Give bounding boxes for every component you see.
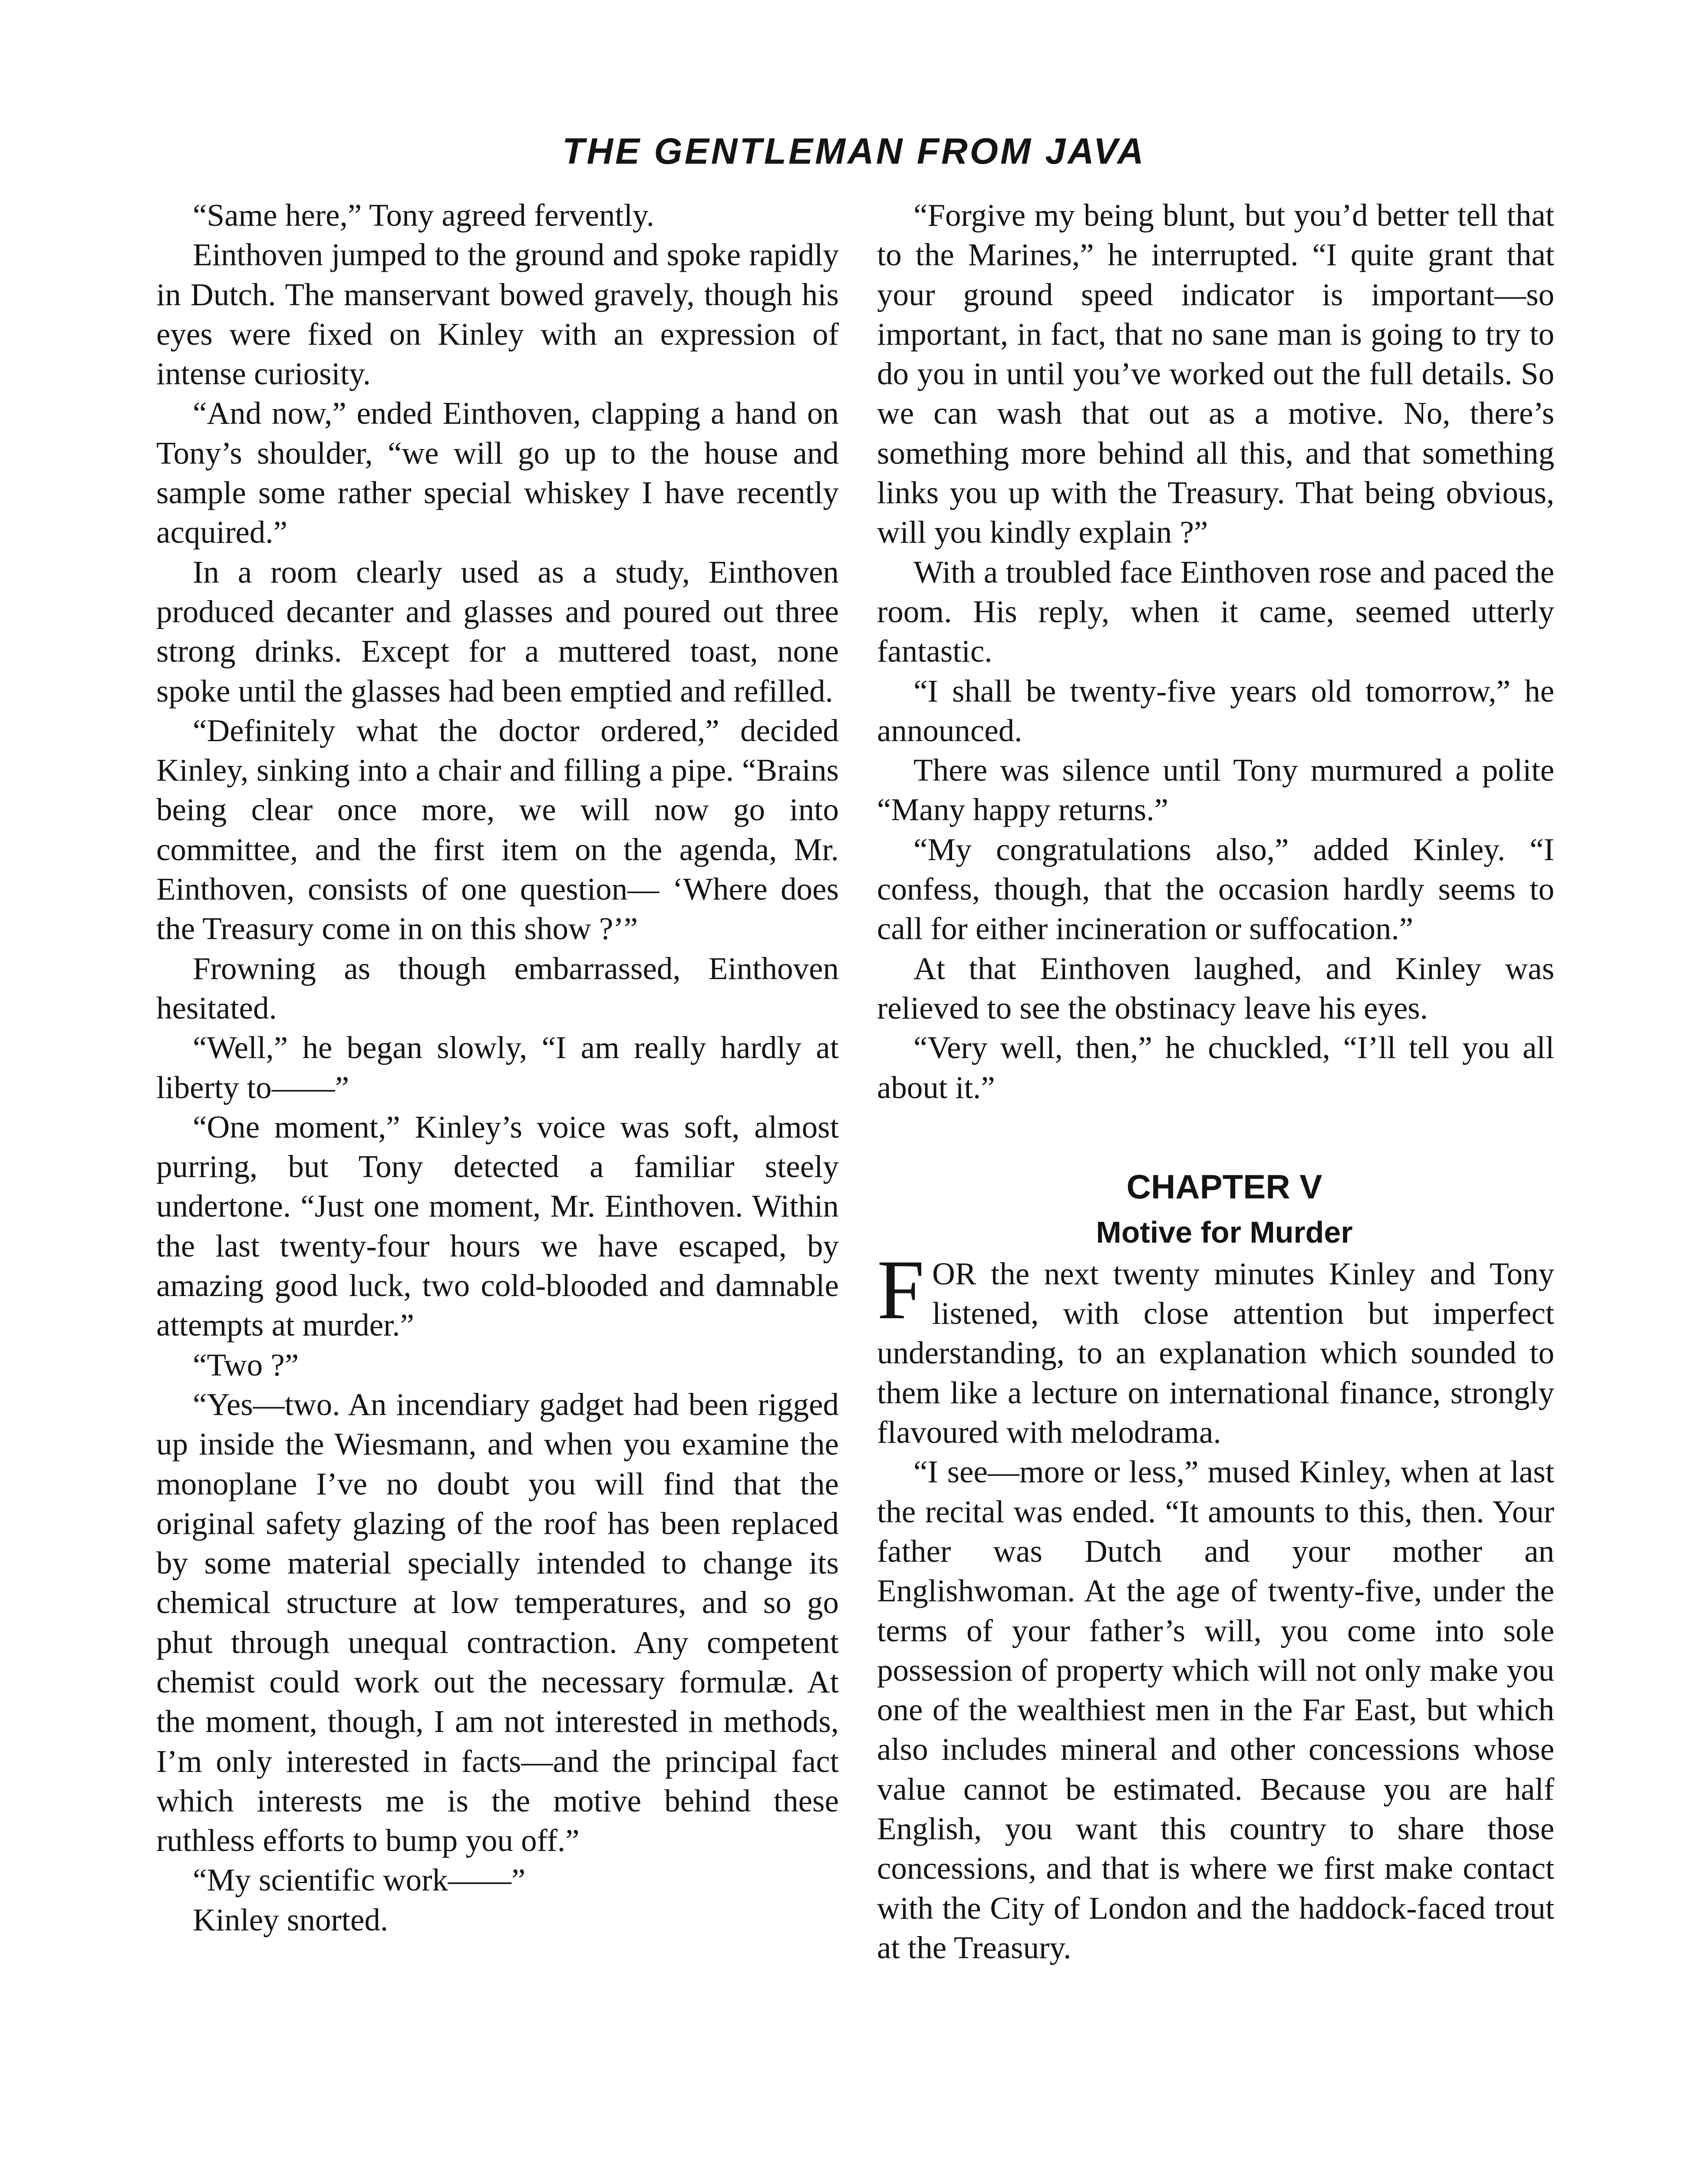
drop-cap: F <box>877 1242 925 1337</box>
paragraph: “Definitely what the doctor ordered,” decided Kinley, sinking into a chair and filling a pipe. “Brains being clear once more, we will now go into committee, and the first item on the agenda, Mr. Einthoven, consists of one question— ‘Where does the Treasury come in on this show ?’” <box>156 713 839 947</box>
paragraph: “Forgive my being blunt, but you’d better tell that to the Marines,” he interrupted. “I quite grant that your ground speed indicator is important—so important, in fact, that no sane man is going to try to do you in until you’ve worked out the full details. So we can wash that out as a motive. No, there’s something more behind all this, and that something links you up with the Treasury. That being obvious, will you kindly explain ?” <box>877 198 1554 550</box>
paragraph: “And now,” ended Einthoven, clapping a hand on Tony’s shoulder, “we will go up to the house and sample some rather special whiskey I have recently acquired.” <box>156 396 839 550</box>
chapter-title: Motive for Murder <box>1096 1215 1353 1249</box>
paragraph: “I see—more or less,” mused Kinley, when at last the recital was ended. “It amounts to this, then. Your father was Dutch and your mother an Englishwoman. At the age of twenty-five, under the terms of your father’s will, you come into sole possession of property which will not only make you one of the wealthiest men in the Far East, but which also includes mineral and other concessions whose value cannot be estimated. Because you are half English, you want this country to share those concessions, and that is where we first make contact with the City of London and the haddock-faced trout at the Treasury. <box>877 1454 1554 1965</box>
paragraph: There was silence until Tony murmured a polite “Many happy returns.” <box>877 752 1554 828</box>
paragraph: “Two ?” <box>193 1347 299 1382</box>
paragraph: Kinley snorted. <box>193 1902 389 1937</box>
paragraph: With a troubled face Einthoven rose and paced the room. His reply, when it came, seemed utterly fantastic. <box>877 554 1554 669</box>
paragraph: “My scientific work——” <box>193 1862 526 1898</box>
paragraph: Einthoven jumped to the ground and spoke rapidly in Dutch. The manservant bowed gravely, though his eyes were fixed on Kinley with an expression of intense curiosity. <box>156 237 839 392</box>
chapter-number: CHAPTER V <box>1126 1167 1322 1206</box>
left-column <box>156 195 839 1940</box>
paragraph: “Yes—two. An incendiary gadget had been rigged up inside the Wiesmann, and when you examine the monoplane I’ve no doubt you will find that the original safety glazing of the roof has been replaced by some material specially intended to change its chemical structure at low temperatures, and so go phut through unequal contraction. Any competent chemist could work out the necessary formulæ. At the moment, though, I am not interested in methods, I’m only interested in facts—and the principal fact which interests me is the motive behind these ruthless efforts to bump you off.” <box>156 1386 839 1858</box>
paragraph: At that Einthoven laughed, and Kinley was relieved to see the obstinacy leave his eyes. <box>877 950 1554 1026</box>
chapter-opening-paragraph <box>877 1242 1554 1452</box>
paragraph: “Well,” he began slowly, “I am really hardly at liberty to——” <box>156 1030 839 1105</box>
paragraph: “My congratulations also,” added Kinley. “I confess, though, that the occasion hardly seems to call for either incineration or suffocation.” <box>877 831 1554 947</box>
paragraph: “Same here,” Tony agreed fervently. <box>193 198 655 233</box>
paragraph: Frowning as though embarrassed, Einthoven hesitated. <box>156 950 839 1026</box>
paragraph: “Very well, then,” he chuckled, “I’ll tell you all about it.” <box>877 1030 1554 1105</box>
chapter-opening-text: OR the next twenty minutes Kinley and Tony listened, with close attention but imperfect understanding, to an explanation which sounded to them like a lecture on international finance, strongly flavoured with melodrama. <box>877 1256 1554 1450</box>
paragraph: In a room clearly used as a study, Einthoven produced decanter and glasses and poured out three strong drinks. Except for a muttered toast, none spoke until the glasses had been emptied and refilled. <box>156 554 839 709</box>
paragraph: “I shall be twenty-five years old tomorrow,” he announced. <box>877 673 1554 748</box>
paragraph: “One moment,” Kinley’s voice was soft, almost purring, but Tony detected a familiar steely undertone. “Just one moment, Mr. Einthoven. Within the last twenty-four hours we have escaped, by amazing good luck, two cold-blooded and damnable attempts at murder.” <box>156 1109 839 1343</box>
running-head: THE GENTLEMAN FROM JAVA <box>562 131 1146 172</box>
right-column <box>877 195 1554 1967</box>
